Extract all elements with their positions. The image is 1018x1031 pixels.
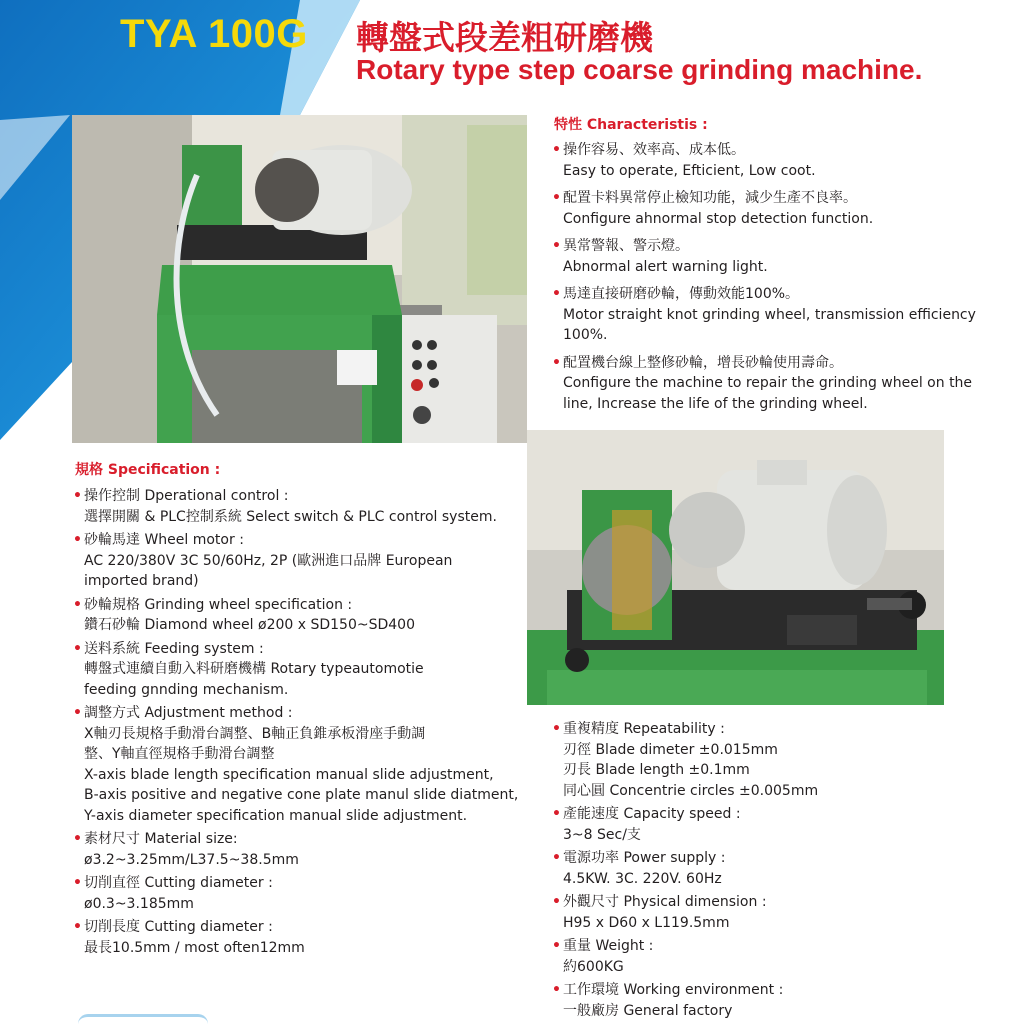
list-item: • 砂輪馬達 Wheel motor : AC 220/380V 3C 50/60Hz, 2P (歐洲進口品牌 European imported brand) <box>73 532 453 589</box>
title-chinese: 轉盤式段差粗研磨機 <box>356 18 653 57</box>
list-item: • 外觀尺寸 Physical dimension : H95 x D60 x L119.5mm <box>552 894 767 931</box>
list-item: • 重量 Weight : 約600KG <box>552 938 654 975</box>
bullet-icon: • <box>552 938 561 954</box>
bullet-icon: • <box>73 705 82 721</box>
bullet-icon: • <box>73 596 82 613</box>
footer-decoration <box>78 1014 208 1031</box>
bullet-icon: • <box>552 806 561 822</box>
list-item: • 送料系統 Feeding system : 轉盤式連續自動入料研磨機構 Rotary typeautomotie feeding gnnding mechanism. <box>73 640 424 698</box>
specification-list-right <box>552 719 992 1024</box>
list-item: • 重複精度 Repeatability : 刃徑 Blade dimeter ±0.015mm 刃長 Blade length ±0.1mm 同心圓 Concentrie circles ±0.005mm <box>552 721 819 799</box>
bullet-icon: • <box>552 982 561 998</box>
list-item: • 素材尺寸 Material size: ø3.2~3.25mm/L37.5~38.5mm <box>73 831 299 868</box>
bullet-icon: • <box>552 721 561 737</box>
bullet-icon: • <box>73 640 82 657</box>
characteristics-list <box>552 140 982 421</box>
list-item: • 調整方式 Adjustment method : X軸刃長規格手動滑台調整、B軸正負錐承板滑座手動調 整、Y軸直徑規格手動滑台調整 X-axis blade length specification manual slide adjustment, B-axis positive and negative cone plate manul slide diatment, Y-axis diameter specification manual slide adjustment. <box>73 705 519 824</box>
list-item: • 切削長度 Cutting diameter : 最長10.5mm / most often12mm <box>73 919 305 956</box>
bullet-icon: • <box>552 354 561 371</box>
list-item: • 產能速度 Capacity speed : 3~8 Sec/支 <box>552 806 741 843</box>
bullet-icon: • <box>552 894 561 910</box>
bullet-icon: • <box>73 532 82 548</box>
list-item: • 電源功率 Power supply : 4.5KW. 3C. 220V. 60Hz <box>552 850 726 887</box>
list-item: • 配置機台線上整修砂輪，增長砂輪使用壽命。 Configure the machine to repair the grinding wheel on the line, Increase the life of the grinding wheel. <box>552 354 973 412</box>
bullet-icon: • <box>73 875 82 891</box>
list-item: • 異常警報、警示燈。 Abnormal alert warning light. <box>552 238 768 275</box>
list-item: • 操作控制 Dperational control : 選擇開關 & PLC控制系統 Select switch & PLC control system. <box>73 488 497 525</box>
bullet-icon: • <box>552 190 561 206</box>
list-item: • 砂輪規格 Grinding wheel specification : 鑽石砂輪 Diamond wheel ø200 x SD150~SD400 <box>73 596 415 633</box>
list-item: • 工作環境 Working environment : 一般廠房 General factory <box>552 982 784 1019</box>
bullet-icon: • <box>73 488 82 504</box>
bullet-icon: • <box>552 850 561 866</box>
list-item: • 配置卡料異常停止檢知功能，減少生產不良率。 Configure ahnormal stop detection function. <box>552 190 874 227</box>
list-item: • 切削直徑 Cutting diameter : ø0.3~3.185mm <box>73 875 273 912</box>
bullet-icon: • <box>73 919 82 935</box>
specification-heading: 規格 Specification : <box>75 462 221 478</box>
bullet-icon: • <box>552 142 561 158</box>
bullet-icon: • <box>73 831 82 847</box>
machine-photo-motor <box>527 430 944 705</box>
characteristics-heading: 特性 Characteristis : <box>554 117 708 133</box>
list-item: • 馬達直接研磨砂輪，傳動效能100%。 Motor straight knot grinding wheel, transmission efficiency 100%. <box>552 286 976 343</box>
list-item: • 操作容易、效率高、成本低。 Easy to operate, Efticient, Low coot. <box>552 142 816 179</box>
bullet-icon: • <box>552 238 561 254</box>
machine-photo-overview <box>72 115 527 443</box>
bullet-icon: • <box>552 286 561 302</box>
model-number: TYA 100G <box>120 12 308 56</box>
specification-list <box>73 486 523 961</box>
title-english: Rotary type step coarse grinding machine. <box>356 54 923 85</box>
